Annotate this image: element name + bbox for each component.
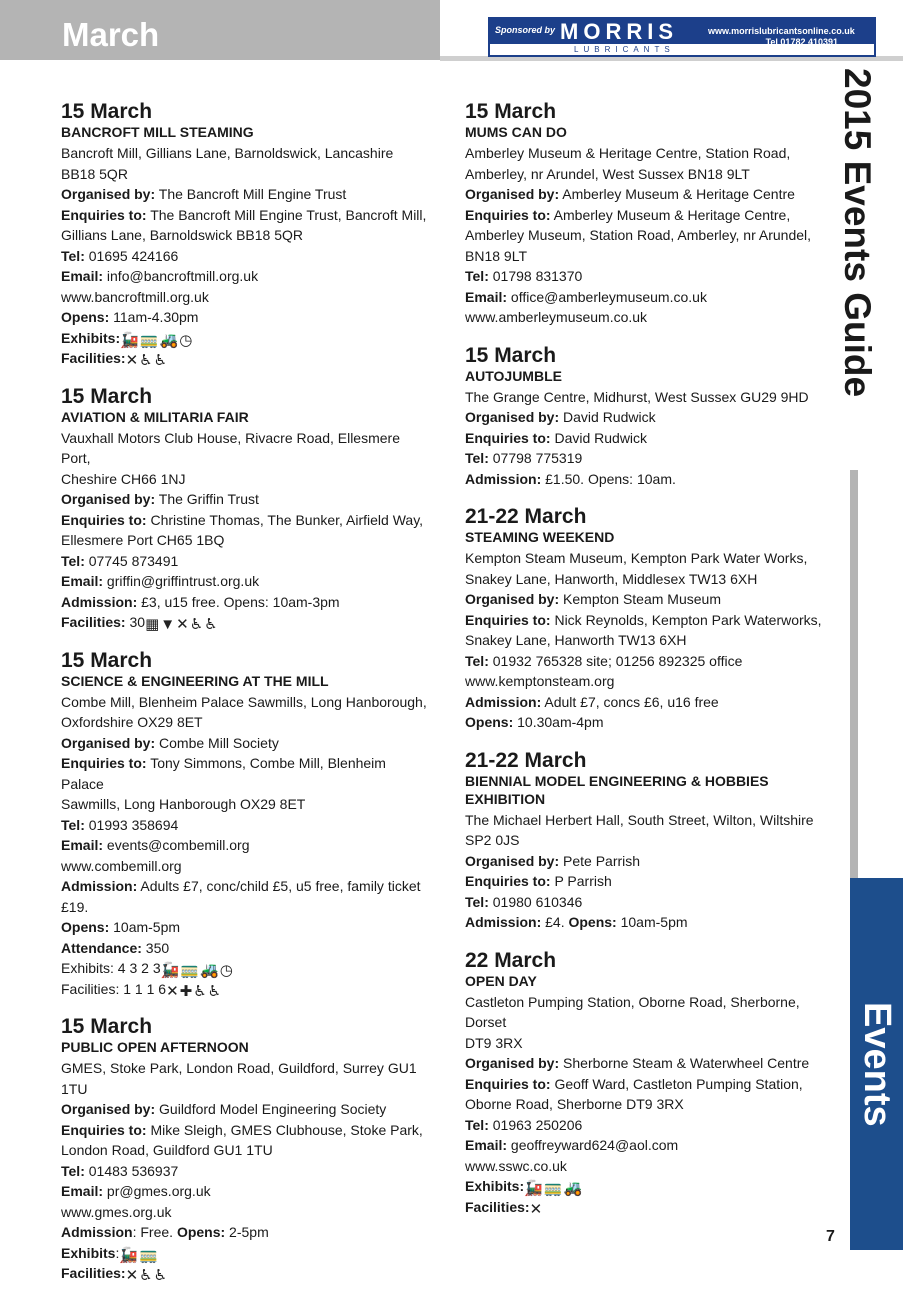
detail-label: Tel: xyxy=(465,450,489,466)
event-detail-line xyxy=(61,428,431,469)
detail-label: Opens: xyxy=(465,714,514,730)
event-date: 15 March xyxy=(61,384,153,408)
traction-engine-icon: 🚂 xyxy=(160,962,180,979)
detail-value: The Grange Centre, Midhurst, West Sussex GU29 9HD xyxy=(465,388,809,405)
event-detail-line xyxy=(465,912,835,933)
detail-value: Pete Parrish xyxy=(559,852,641,869)
event-detail-line xyxy=(465,266,835,287)
event-detail-line xyxy=(465,871,835,892)
detail-label: Organised by: xyxy=(465,186,560,202)
detail-value: Combe Mill Society xyxy=(155,734,279,751)
detail-value: BB18 5QR xyxy=(61,165,128,182)
event-detail-line xyxy=(61,917,431,938)
event-detail-line xyxy=(465,992,835,1033)
detail-value: Geoff Ward, Castleton Pumping Station, xyxy=(550,1075,803,1092)
event-detail-line xyxy=(61,958,431,979)
event-detail-line xyxy=(465,387,835,408)
detail-label: Admission: xyxy=(465,693,542,710)
detail-value: Gillians Lane, Barnoldswick BB18 5QR xyxy=(61,227,304,243)
event-detail-line xyxy=(61,1202,431,1223)
event-name: STEAMING WEEKEND xyxy=(465,529,615,545)
detail-value: Kempton Steam Museum, Kempton Park Water Works, xyxy=(465,550,808,566)
event-date: 15 March xyxy=(465,343,557,367)
event-entry xyxy=(61,649,431,1000)
detail-value: The Bancroft Mill Engine Trust xyxy=(155,186,347,202)
event-name: AVIATION & MILITARIA FAIR xyxy=(61,408,249,425)
detail-value: Mike Sleigh, GMES Clubhouse, Stoke Park, xyxy=(146,1121,423,1138)
event-detail-line xyxy=(61,1120,431,1141)
detail-value: 01695 424166 xyxy=(84,247,179,264)
detail-value: 11am-4.30pm xyxy=(109,309,199,325)
event-detail-line xyxy=(61,287,431,308)
event-detail-line xyxy=(61,753,431,794)
bin-icon: ▼ xyxy=(160,616,176,633)
detail-label: Organised by: xyxy=(61,734,156,751)
event-detail-line xyxy=(465,225,835,246)
miniature-engine-icon: 🚃 xyxy=(543,1180,563,1197)
event-detail-line xyxy=(61,979,431,1000)
detail-value: 01483 536937 xyxy=(84,1162,179,1179)
detail-label: Tel: xyxy=(61,247,85,264)
detail-value: info@bancroftmill.org.uk xyxy=(103,268,259,284)
detail-value: geoffreyward624@aol.com xyxy=(507,1137,679,1153)
detail-value: 01980 610346 xyxy=(488,893,583,910)
detail-value: www.bancroftmill.org.uk xyxy=(61,288,209,305)
steam-roller-icon: 🚜 xyxy=(563,1180,583,1197)
event-detail-line xyxy=(61,733,431,754)
event-detail-line xyxy=(465,205,835,226)
event-detail-line xyxy=(465,1156,835,1177)
detail-label: Facilities: xyxy=(465,1198,530,1215)
detail-label: Enquiries to: xyxy=(465,429,551,446)
steam-roller-icon: 🚜 xyxy=(200,962,219,979)
detail-label: Enquiries to: xyxy=(465,1075,551,1092)
event-detail-line xyxy=(465,246,835,267)
detail-value: Guildford Model Engineering Society xyxy=(155,1101,387,1117)
detail-value: Amberley Museum & Heritage Centre, xyxy=(550,206,791,223)
event-detail-line xyxy=(61,876,431,897)
event-detail-line xyxy=(61,897,431,918)
event-detail-line xyxy=(61,571,431,592)
event-date: 15 March xyxy=(61,648,153,672)
detail-value: 07798 775319 xyxy=(488,450,583,466)
event-detail-line xyxy=(61,692,431,713)
event-date: 15 March xyxy=(61,100,153,123)
event-date: 15 March xyxy=(61,1015,153,1038)
event-detail-line xyxy=(465,407,835,428)
detail-label: Organised by: xyxy=(465,1055,560,1071)
stationary-engine-icon: ◷ xyxy=(179,331,193,349)
detail-label: Enquiries to: xyxy=(61,1121,147,1138)
detail-value: www.amberleymuseum.co.uk xyxy=(465,309,648,325)
header-bar xyxy=(0,0,440,60)
event-detail-line xyxy=(61,489,431,510)
event-name: BANCROFT MILL STEAMING xyxy=(61,124,254,140)
detail-label: Organised by: xyxy=(61,491,156,507)
event-detail-line xyxy=(465,810,835,831)
detail-value: SP2 0JS xyxy=(465,832,520,848)
disabled-access-icon: ♿ xyxy=(207,982,222,1000)
event-name: AUTOJUMBLE xyxy=(465,367,562,384)
detail-value: 07745 873491 xyxy=(84,552,179,569)
event-detail-line xyxy=(61,794,431,815)
event-detail-line xyxy=(465,448,835,469)
detail-label: Facilities: xyxy=(61,1265,126,1281)
sponsor-subtitle: LUBRICANTS xyxy=(574,45,675,54)
detail-value: GMES, Stoke Park, London Road, Guildford, Surrey GU1 1TU xyxy=(61,1060,417,1097)
sponsor-banner[interactable] xyxy=(488,17,876,57)
event-detail-line xyxy=(465,1115,835,1136)
event-date: 21-22 March xyxy=(465,505,587,528)
detail-value: Vauxhall Motors Club House, Rivacre Road, Ellesmere Port, xyxy=(61,429,400,466)
event-detail-line xyxy=(465,184,835,205)
event-entry xyxy=(465,749,835,933)
detail-label: Organised by: xyxy=(465,852,560,869)
event-detail-line xyxy=(465,589,835,610)
detail-value: 01932 765328 site; 01256 892325 office xyxy=(488,652,743,669)
detail-label: Organised by: xyxy=(61,1101,156,1117)
detail-value: Cheshire CH66 1NJ xyxy=(61,470,186,487)
detail-value: 350 xyxy=(141,939,170,956)
traction-engine-icon: 🚂 xyxy=(119,1246,139,1264)
event-detail-line xyxy=(61,348,431,369)
detail-label: Organised by: xyxy=(465,409,560,425)
detail-value: Bancroft Mill, Gillians Lane, Barnoldswick, Lancashire xyxy=(61,145,394,161)
detail-label: Enquiries to: xyxy=(465,873,551,889)
catering-icon: ✕ xyxy=(176,616,189,633)
detail-value: P Parrish xyxy=(550,873,612,889)
detail-label: Tel: xyxy=(465,652,489,669)
detail-value: www.kemptonsteam.org xyxy=(465,673,615,689)
detail-label: Enquiries to: xyxy=(61,755,147,771)
detail-value: events@combemill.org xyxy=(103,837,250,853)
event-detail-line xyxy=(465,712,835,733)
event-detail-line xyxy=(61,469,431,490)
event-detail-line xyxy=(61,1243,431,1264)
toilets-icon: ♿ xyxy=(139,1267,153,1284)
toilets-icon: ♿ xyxy=(189,616,204,633)
detail-label: Facilities: xyxy=(61,350,126,366)
detail-value: Christine Thomas, The Bunker, Airfield Way, xyxy=(146,511,424,528)
event-detail-line xyxy=(61,205,431,226)
event-detail-line xyxy=(61,856,431,877)
detail-label: Tel: xyxy=(61,1162,85,1179)
event-detail-line xyxy=(61,592,431,613)
detail-label: Tel: xyxy=(61,552,85,569)
event-detail-line xyxy=(61,1099,431,1120)
sponsor-label: Sponsored by xyxy=(495,25,556,35)
detail-label: Admission: xyxy=(61,593,138,610)
catering-icon: ✕ xyxy=(529,1200,543,1218)
detail-value: Amberley Museum & Heritage Centre, Station Road, xyxy=(465,145,791,161)
event-name: BIENNIAL MODEL ENGINEERING & HOBBIES EXHIBITION xyxy=(465,772,769,807)
detail-label: Opens: xyxy=(61,919,110,935)
detail-label: Opens: xyxy=(176,1224,226,1240)
event-detail-line xyxy=(61,815,431,836)
events-section-tab xyxy=(850,878,903,1250)
guide-title: 2015 Events Guide xyxy=(837,68,878,398)
detail-value: Facilities: 1 1 1 6 xyxy=(61,980,167,997)
miniature-engine-icon: 🚃 xyxy=(180,962,199,979)
event-detail-line xyxy=(61,1222,431,1243)
catering-icon: ✕ xyxy=(166,982,179,1000)
toilets-icon: ♿ xyxy=(139,352,153,369)
event-date: 15 March xyxy=(465,100,557,123)
event-detail-line xyxy=(61,307,431,328)
detail-label: Tel: xyxy=(465,1116,489,1133)
detail-label: Enquiries to: xyxy=(465,611,551,628)
detail-label: Email: xyxy=(61,573,104,589)
event-detail-line xyxy=(61,266,431,287)
event-detail-line xyxy=(465,469,835,490)
detail-value: £19. xyxy=(61,898,89,915)
detail-value: London Road, Guildford GU1 1TU xyxy=(61,1142,273,1158)
event-detail-line xyxy=(61,225,431,246)
toilets-icon: ♿ xyxy=(193,982,207,1000)
detail-label: Email: xyxy=(61,1183,104,1199)
event-detail-line xyxy=(61,510,431,531)
event-detail-line xyxy=(465,428,835,449)
detail-value: 10am-5pm xyxy=(616,914,688,930)
detail-label: Tel: xyxy=(465,268,489,284)
detail-value: The Michael Herbert Hall, South Street, Wilton, Wiltshire xyxy=(465,811,814,828)
detail-label: Enquiries to: xyxy=(61,206,147,223)
event-detail-line xyxy=(465,143,835,164)
detail-value: £3, u15 free. Opens: 10am-3pm xyxy=(137,593,340,610)
traction-engine-icon: 🚂 xyxy=(120,331,139,349)
detail-label: Email: xyxy=(465,288,508,305)
catering-icon: ✕ xyxy=(125,352,139,369)
event-detail-line xyxy=(465,830,835,851)
event-detail-line xyxy=(465,892,835,913)
event-name: SCIENCE & ENGINEERING AT THE MILL xyxy=(61,672,329,689)
event-date: 22 March xyxy=(465,948,557,972)
detail-value: www.sswc.co.uk xyxy=(465,1157,567,1174)
event-name: OPEN DAY xyxy=(465,972,537,989)
first-aid-icon: ✚ xyxy=(179,982,193,1000)
disabled-access-icon: ♿ xyxy=(153,1267,168,1284)
miniature-engine-icon: 🚃 xyxy=(139,331,159,349)
detail-value: Exhibits: 4 3 2 3 xyxy=(61,960,161,976)
detail-value: 01963 250206 xyxy=(488,1116,583,1133)
detail-label: Email: xyxy=(61,268,104,284)
detail-value: The Griffin Trust xyxy=(155,491,259,507)
event-detail-line xyxy=(465,569,835,590)
page-title: March xyxy=(62,16,160,53)
detail-value: Snakey Lane, Hanworth, Middlesex TW13 6XH xyxy=(465,570,758,587)
event-detail-line xyxy=(61,530,431,551)
event-entry xyxy=(61,100,431,369)
page-number: 7 xyxy=(826,1228,835,1245)
detail-value: www.gmes.org.uk xyxy=(61,1203,172,1220)
detail-value: Nick Reynolds, Kempton Park Waterworks, xyxy=(550,611,822,628)
event-detail-line xyxy=(61,1140,431,1161)
event-entry xyxy=(465,100,835,328)
detail-value: Castleton Pumping Station, Oborne Road, Sherborne, Dorset xyxy=(465,993,800,1030)
event-detail-line xyxy=(465,548,835,569)
detail-value: David Rudwick xyxy=(550,429,648,446)
event-detail-line xyxy=(61,1181,431,1202)
detail-value: Sawmills, Long Hanborough OX29 8ET xyxy=(61,796,306,812)
detail-value: Amberley Museum, Station Road, Amberley, nr Arundel, xyxy=(465,227,812,243)
detail-label: Opens: xyxy=(568,914,617,930)
detail-value: Kempton Steam Museum xyxy=(559,591,721,607)
detail-value: £4. xyxy=(541,914,569,930)
event-detail-line xyxy=(61,1263,431,1284)
event-detail-line xyxy=(61,712,431,733)
detail-label: Tel: xyxy=(61,816,85,833)
detail-value: The Bancroft Mill Engine Trust, Bancroft Mill, xyxy=(146,206,427,223)
detail-label: Exhibits: xyxy=(61,329,121,346)
event-detail-line xyxy=(465,630,835,651)
event-detail-line xyxy=(61,1161,431,1182)
stationary-engine-icon: ◷ xyxy=(219,962,233,979)
events-tab-label: Events xyxy=(856,1001,898,1127)
event-detail-line xyxy=(61,1058,431,1099)
events-column-right xyxy=(465,100,835,1233)
event-entry xyxy=(465,505,835,733)
detail-value: DT9 3RX xyxy=(465,1034,523,1051)
detail-value: pr@gmes.org.uk xyxy=(103,1183,211,1199)
detail-value: Ellesmere Port CH65 1BQ xyxy=(61,532,225,548)
event-detail-line xyxy=(465,164,835,185)
sponsor-phone: Tel 01782 410391 xyxy=(765,37,838,47)
detail-value: Combe Mill, Blenheim Palace Sawmills, Long Hanborough, xyxy=(61,693,427,710)
detail-label: Admission: xyxy=(465,470,542,487)
miniature-engine-icon: 🚃 xyxy=(139,1246,158,1264)
detail-value: Tony Simmons, Combe Mill, Blenheim Palace xyxy=(61,755,386,792)
event-detail-line xyxy=(465,651,835,672)
detail-value: 30 xyxy=(125,614,146,630)
detail-value: David Rudwick xyxy=(559,409,656,425)
stalls-icon: ▦ xyxy=(145,616,160,633)
event-entry xyxy=(465,344,835,490)
traction-engine-icon: 🚂 xyxy=(524,1180,543,1197)
event-detail-line xyxy=(465,610,835,631)
detail-label: Enquiries to: xyxy=(465,206,551,223)
detail-value: Amberley Museum & Heritage Centre xyxy=(559,186,795,202)
detail-label: Tel: xyxy=(465,893,489,910)
event-name: PUBLIC OPEN AFTERNOON xyxy=(61,1039,249,1055)
event-detail-line xyxy=(61,246,431,267)
event-detail-line xyxy=(61,164,431,185)
event-detail-line xyxy=(465,1074,835,1095)
event-detail-line xyxy=(465,287,835,308)
detail-value: Adult £7, concs £6, u16 free xyxy=(541,693,719,710)
event-name: MUMS CAN DO xyxy=(465,124,567,140)
sponsor-brand-logo: MORRIS xyxy=(560,19,678,44)
detail-value: £1.50. Opens: 10am. xyxy=(541,470,676,487)
detail-value: : xyxy=(115,1244,120,1261)
disabled-access-icon: ♿ xyxy=(153,352,168,369)
detail-value: Amberley, nr Arundel, West Sussex BN18 9LT xyxy=(465,165,750,182)
detail-value: Adults £7, conc/child £5, u5 free, family ticket xyxy=(137,878,421,894)
detail-label: Admission: xyxy=(465,914,542,930)
event-detail-line xyxy=(465,692,835,713)
detail-label: Email: xyxy=(465,1137,508,1153)
detail-label: Email: xyxy=(61,837,104,853)
detail-value: 01798 831370 xyxy=(488,268,583,284)
event-detail-line xyxy=(61,551,431,572)
detail-label: Organised by: xyxy=(61,186,156,202)
event-detail-line xyxy=(61,184,431,205)
event-entry xyxy=(61,385,431,633)
detail-value: : Free. xyxy=(132,1224,177,1240)
event-detail-line xyxy=(465,1094,835,1115)
detail-value: office@amberleymuseum.co.uk xyxy=(507,288,707,305)
detail-value: griffin@griffintrust.org.uk xyxy=(103,573,260,589)
event-detail-line xyxy=(465,671,835,692)
event-detail-line xyxy=(61,835,431,856)
event-detail-line xyxy=(61,612,431,633)
detail-value: 01993 358694 xyxy=(84,816,179,833)
event-detail-line xyxy=(465,307,835,328)
detail-value: BN18 9LT xyxy=(465,247,527,264)
detail-value: Sherborne Steam & Waterwheel Centre xyxy=(559,1055,810,1071)
event-entry xyxy=(465,949,835,1218)
detail-value: 10.30am-4pm xyxy=(513,714,604,730)
detail-label: Admission xyxy=(61,1224,133,1240)
detail-value: Snakey Lane, Hanworth TW13 6XH xyxy=(465,632,687,648)
detail-label: Facilities: xyxy=(61,614,126,630)
detail-label: Organised by: xyxy=(465,591,560,607)
steam-roller-icon: 🚜 xyxy=(159,331,179,349)
disabled-access-icon: ♿ xyxy=(204,616,218,633)
detail-value: 2-5pm xyxy=(225,1224,269,1240)
detail-label: Enquiries to: xyxy=(61,511,147,528)
event-detail-line xyxy=(61,328,431,349)
event-entry xyxy=(61,1015,431,1284)
detail-label: Exhibits xyxy=(61,1244,116,1261)
catering-icon: ✕ xyxy=(125,1267,139,1284)
events-column-left xyxy=(61,100,431,1300)
event-detail-line xyxy=(465,1197,835,1218)
event-detail-line xyxy=(465,1176,835,1197)
event-detail-line xyxy=(465,1135,835,1156)
event-detail-line xyxy=(465,1053,835,1074)
detail-label: Exhibits: xyxy=(465,1178,525,1194)
detail-label: Attendance: xyxy=(61,939,142,956)
detail-label: Opens: xyxy=(61,309,110,325)
detail-value: www.combemill.org xyxy=(61,857,182,874)
detail-label: Admission: xyxy=(61,878,138,894)
detail-value: 10am-5pm xyxy=(109,919,181,935)
event-detail-line xyxy=(61,143,431,164)
sponsor-website[interactable]: www.morrislubricantsonline.co.uk xyxy=(708,26,855,36)
event-detail-line xyxy=(465,1033,835,1054)
event-date: 21-22 March xyxy=(465,748,587,772)
event-detail-line xyxy=(61,938,431,959)
detail-value: Oxfordshire OX29 8ET xyxy=(61,714,203,730)
sidebar-grey-bar xyxy=(850,470,858,880)
event-detail-line xyxy=(465,851,835,872)
detail-value: Oborne Road, Sherborne DT9 3RX xyxy=(465,1096,684,1112)
